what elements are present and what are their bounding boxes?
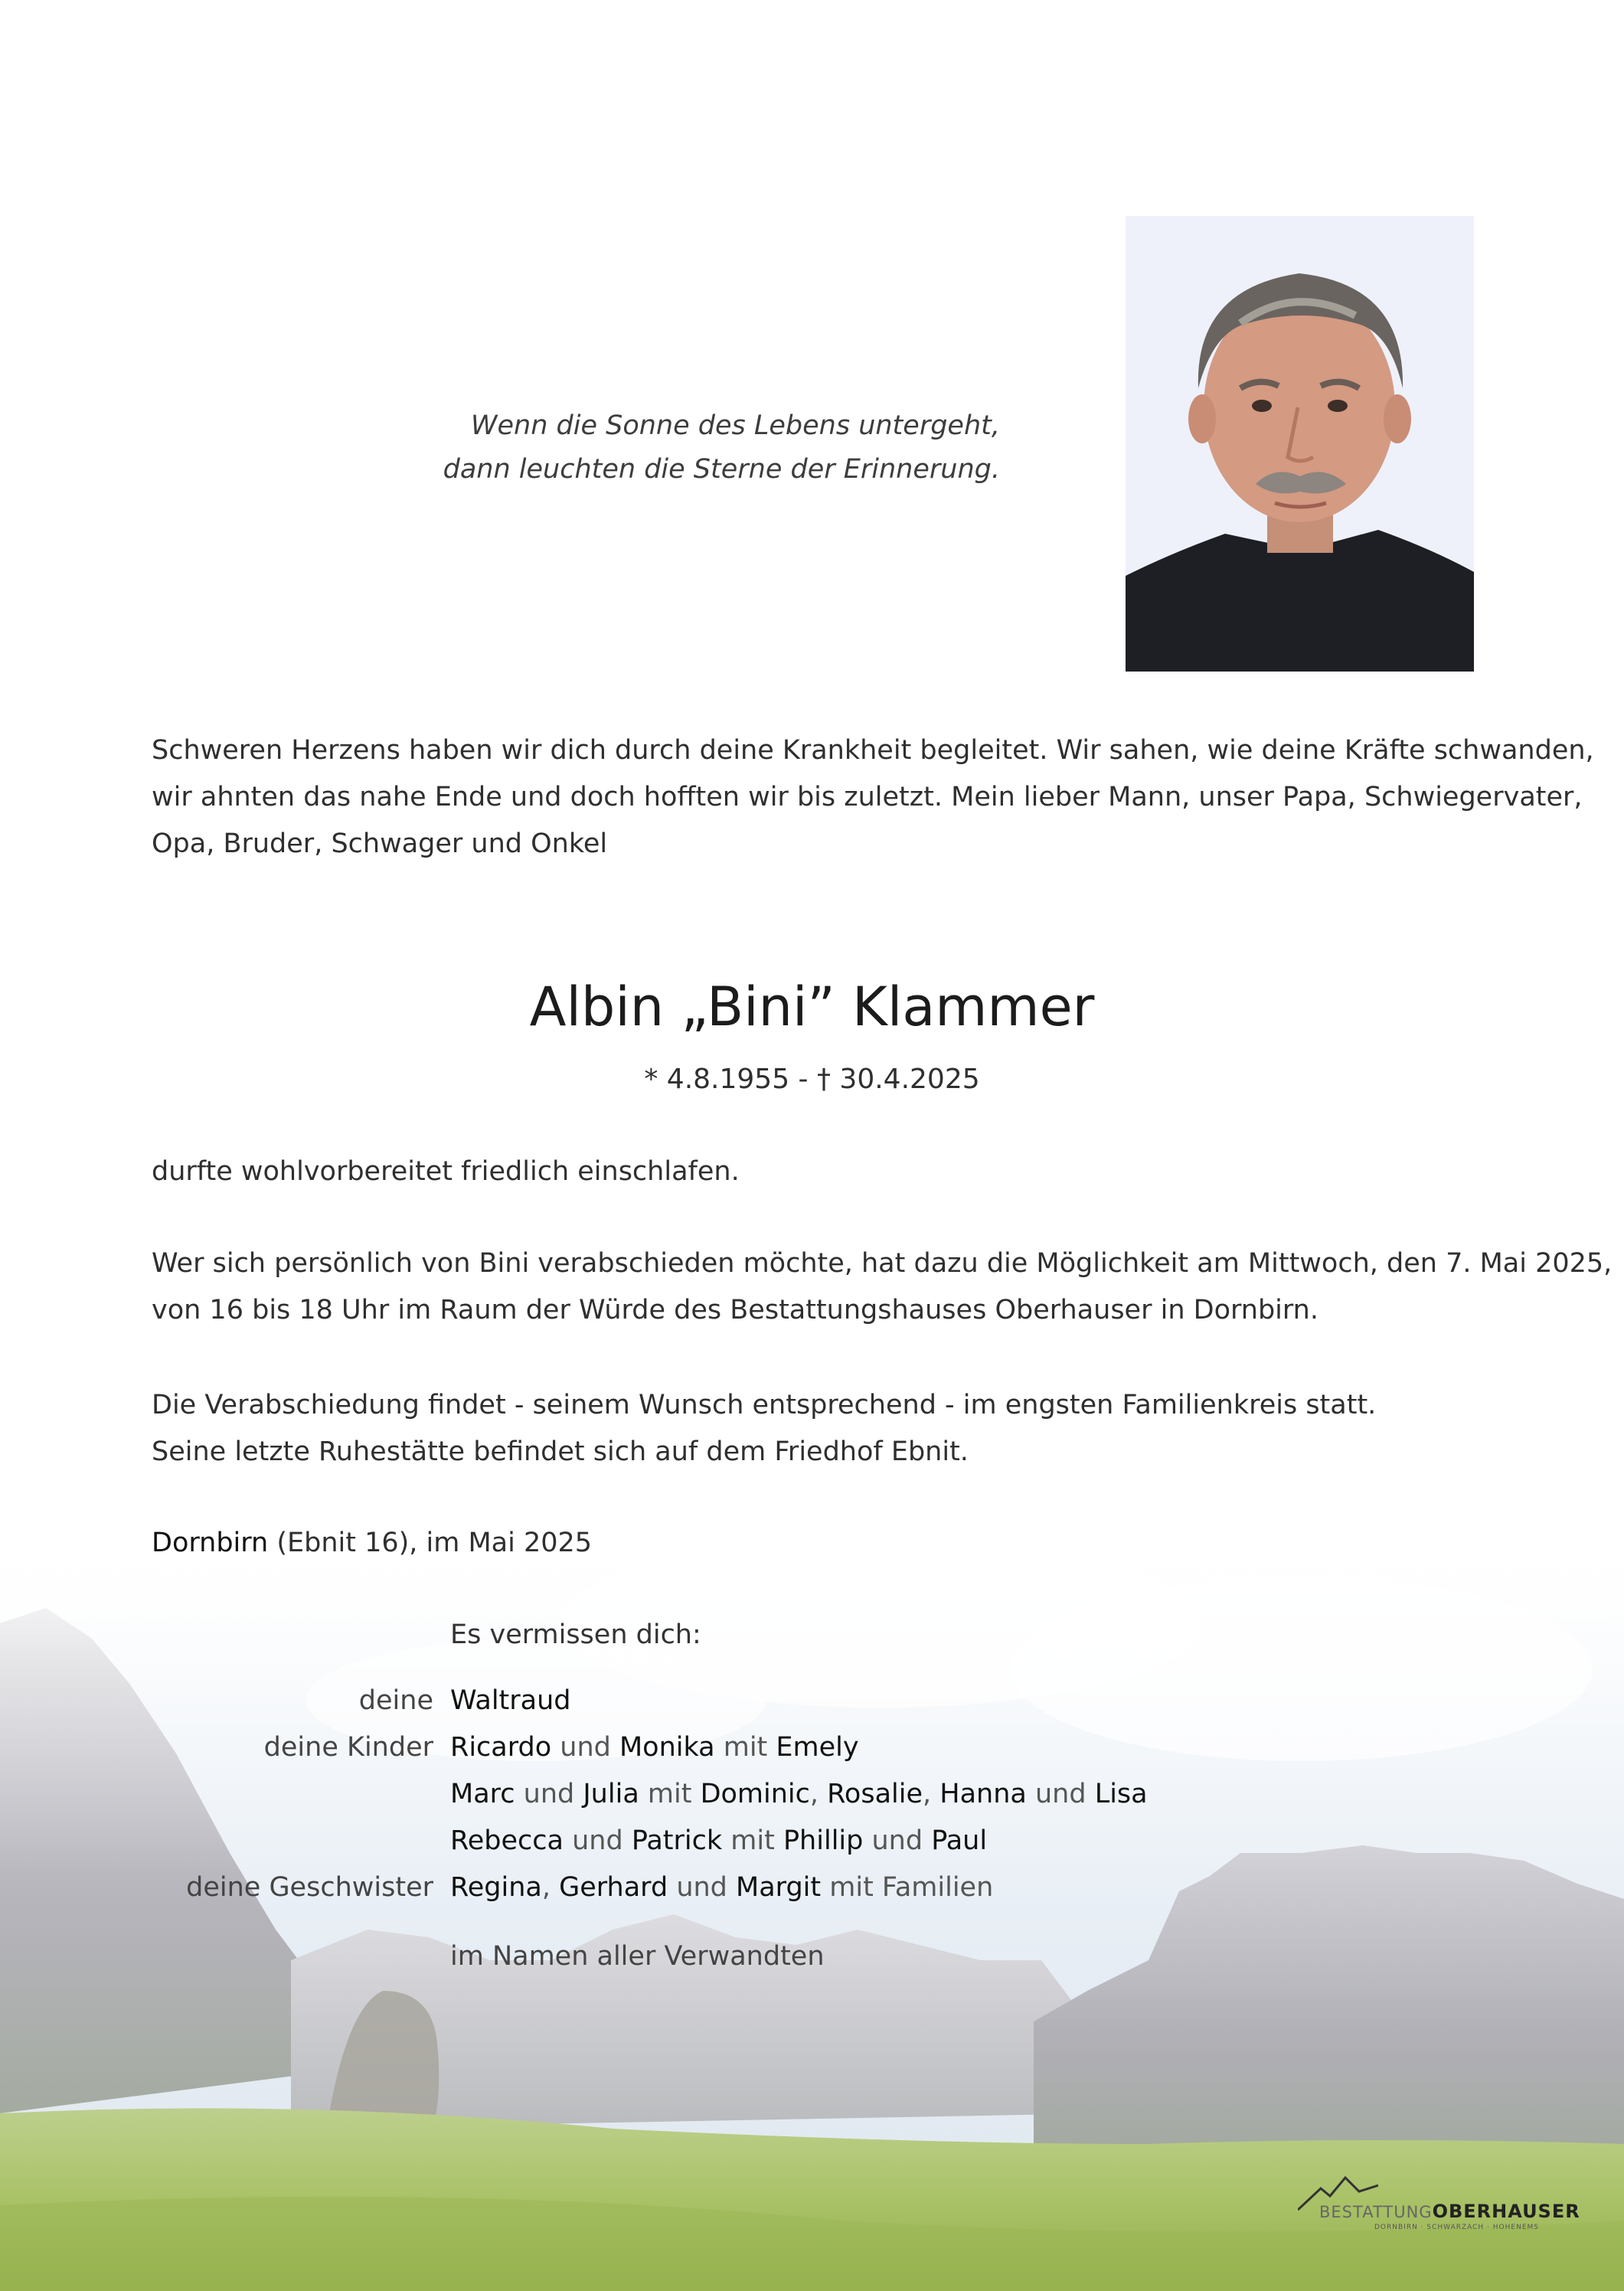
mourner-name: Ricardo xyxy=(450,1732,552,1763)
mourner-name: Rosalie xyxy=(827,1779,923,1809)
mourner-relation-label: deine Geschwister xyxy=(186,1872,433,1903)
logo-wordmark xyxy=(1319,2201,1580,2222)
mourner-names xyxy=(450,1818,987,1865)
mourner-names xyxy=(450,1724,859,1771)
mourner-name: Margit xyxy=(736,1872,822,1903)
mourner-name: Paul xyxy=(931,1825,988,1856)
connector-text: und xyxy=(1026,1779,1095,1809)
mourners-closing: im Namen aller Verwandten xyxy=(450,1941,825,1972)
funeral-home-logo xyxy=(1298,2167,1580,2231)
connector-text: mit xyxy=(639,1779,701,1809)
mourner-name: Emely xyxy=(776,1732,859,1763)
connector-text: mit xyxy=(722,1825,783,1856)
mourner-name: Waltraud xyxy=(450,1685,571,1716)
logo-light-text: BESTATTUNG xyxy=(1319,2203,1433,2221)
connector-text: und xyxy=(551,1732,619,1763)
connector-text: mit xyxy=(714,1732,776,1763)
mourner-row xyxy=(0,1724,1624,1771)
place-date xyxy=(152,1520,1476,1567)
mourner-name: Dominic xyxy=(700,1779,810,1809)
text-line: Schweren Herzens haben wir dich durch deine Krankheit begleitet. Wir sahen, wie deine Kräfte schwanden, xyxy=(152,735,1594,766)
mourner-name: Phillip xyxy=(783,1825,864,1856)
text-line: Seine letzte Ruhestätte befindet sich auf dem Friedhof Ebnit. xyxy=(152,1436,969,1467)
passing-text xyxy=(152,1149,1476,1195)
mourner-name: Marc xyxy=(450,1779,515,1809)
ceremony-paragraph xyxy=(152,1382,1476,1476)
mourner-name: Gerhard xyxy=(559,1872,668,1903)
text-line: Die Verabschiedung findet - seinem Wunsch entsprechend - im engsten Familienkreis statt. xyxy=(152,1390,1377,1420)
mourner-name: Monika xyxy=(619,1732,715,1763)
intro-paragraph xyxy=(152,727,1594,868)
quote-line: dann leuchten die Sterne der Erinnerung. xyxy=(443,454,1000,485)
farewell-paragraph xyxy=(152,1240,1613,1334)
life-dates: * 4.8.1955 - † 30.4.2025 xyxy=(644,1064,980,1095)
connector-text: und xyxy=(863,1825,932,1856)
mourner-relation-label: deine Kinder xyxy=(263,1732,433,1763)
text-line: Wer sich persönlich von Bini verabschieden möchte, hat dazu die Möglichkeit am Mittwoch, den 7. Mai 2025, xyxy=(152,1248,1613,1279)
mourner-name: Patrick xyxy=(631,1825,723,1856)
quote-line: Wenn die Sonne des Lebens untergeht, xyxy=(470,410,1000,441)
connector-text: , xyxy=(541,1872,560,1903)
deceased-name: Albin „Bini” Klammer xyxy=(529,976,1095,1038)
text-line: wir ahnten das nahe Ende und doch hofften wir bis zuletzt. Mein lieber Mann, unser Papa, Schwiegervater, xyxy=(152,782,1583,812)
logo-bold-text: OBERHAUSER xyxy=(1432,2201,1580,2222)
memorial-quote xyxy=(429,404,1000,492)
mourners-heading: Es vermissen dich: xyxy=(450,1619,701,1650)
connector-text: mit Familien xyxy=(821,1872,994,1903)
mourner-name: Julia xyxy=(583,1779,639,1809)
mourner-row xyxy=(0,1818,1624,1865)
mourner-row xyxy=(0,1678,1624,1724)
mourner-names xyxy=(450,1865,993,1911)
text-line: von 16 bis 18 Uhr im Raum der Würde des Bestattungshauses Oberhauser in Dornbirn. xyxy=(152,1295,1318,1325)
mourner-name: Hanna xyxy=(939,1779,1027,1809)
place-rest: (Ebnit 16), im Mai 2025 xyxy=(268,1528,593,1558)
mourner-name: Rebecca xyxy=(450,1825,564,1856)
mourner-names xyxy=(450,1678,571,1724)
connector-text: und xyxy=(668,1872,737,1903)
connector-text: und xyxy=(515,1779,583,1809)
mourner-relation-label: deine xyxy=(358,1685,433,1716)
mourner-row xyxy=(0,1865,1624,1911)
text-line: durfte wohlvorbereitet friedlich einschlafen. xyxy=(152,1156,740,1187)
mourner-name: Regina xyxy=(450,1872,542,1903)
connector-text: , xyxy=(923,1779,940,1809)
connector-text: , xyxy=(809,1779,828,1809)
connector-text: und xyxy=(563,1825,632,1856)
portrait-photo xyxy=(1126,216,1474,672)
mourner-name: Lisa xyxy=(1094,1779,1148,1809)
text-line: Opa, Bruder, Schwager und Onkel xyxy=(152,828,608,859)
logo-tagline: DORNBIRN · SCHWARZACH · HOHENEMS xyxy=(1374,2224,1539,2231)
mourner-names xyxy=(450,1771,1148,1818)
place-city: Dornbirn xyxy=(152,1528,269,1558)
mourner-row xyxy=(0,1771,1624,1818)
